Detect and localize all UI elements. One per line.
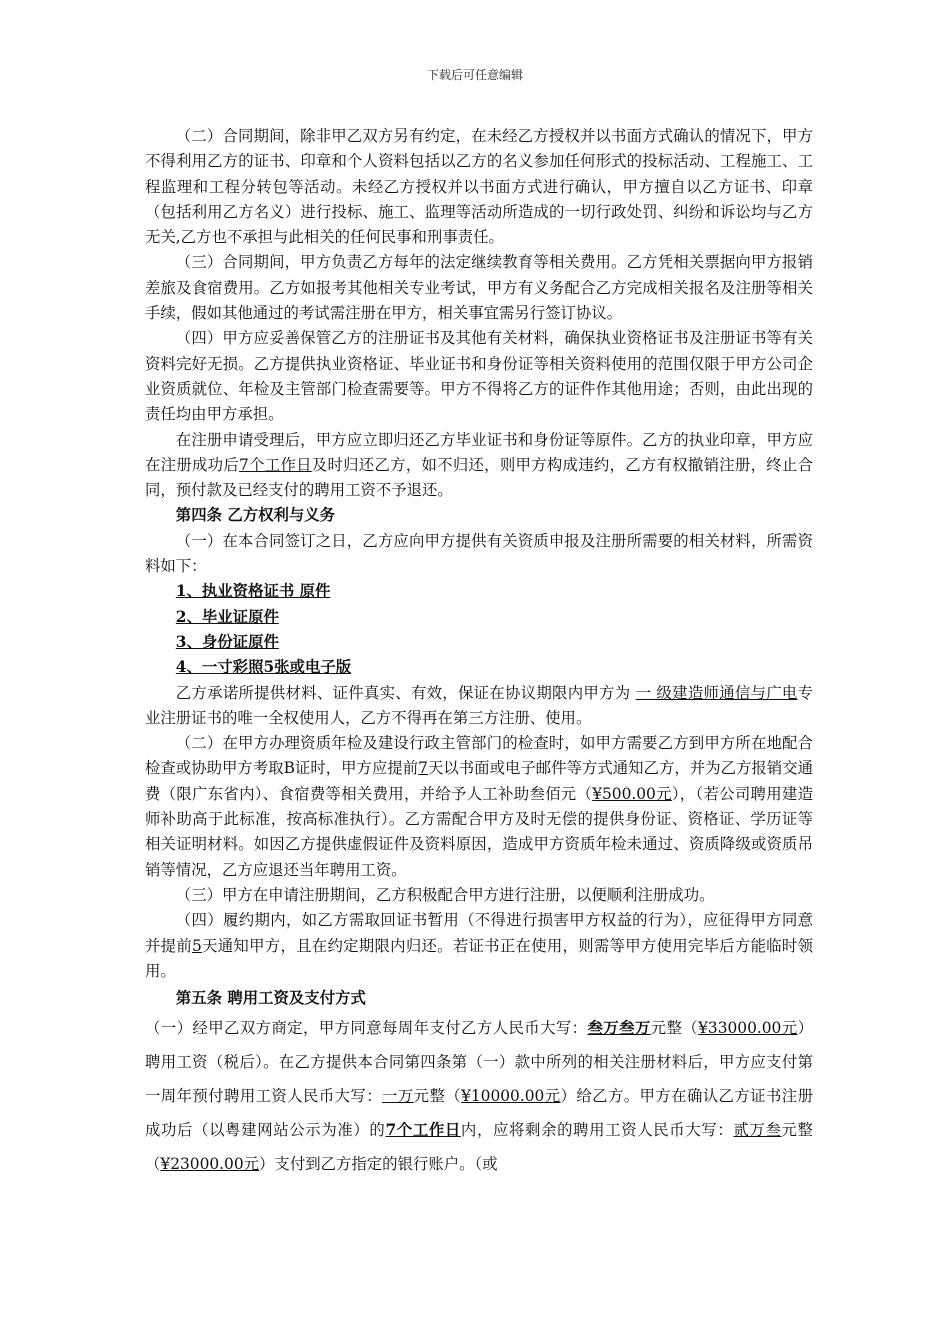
list-item: 3、身份证原件 xyxy=(175,632,279,651)
advance-salary-amount: ¥10000.00元 xyxy=(461,1087,561,1106)
remaining-salary-words: 贰万叁 xyxy=(733,1121,782,1140)
section-5-heading: 第五条 聘用工资及支付方式 xyxy=(175,989,366,1008)
return-deadline: 7个工作日 xyxy=(239,455,312,474)
clause-3-4: （四）甲方应妥善保管乙方的注册证书及其他有关材料，确保执业资格证书及注册证书等有关资料完好无损。乙方提供执业资格证、毕业证书和身份证等相关资料使用的范围仅限于甲方公司企业资质就位、年检及主管部门检查需要等。甲方不得将乙方的证件作其他用途；否则，由此出现的责任均由甲方承担。 xyxy=(145,329,813,424)
annual-salary-words: 叁万叁万 xyxy=(587,1019,651,1038)
list-item: 2、毕业证原件 xyxy=(175,607,279,626)
clause-4-2: （二）在甲方办理资质年检及建设行政主管部门的检查时，如甲方需要乙方到甲方所在地配合检查或协助甲方考取B证时，甲方应提前7天以书面或电子邮件等方式通知乙方，并为乙方报销交通费（限广东省内）、食宿费等相关费用，并给予人工补助叁佰元（¥500.00元），（若公司聘用建造师补助高于此标准，按高标准执行）。乙方需配合甲方及时无偿的提供身份证、资格证、学历证等相关证明材料。如因乙方提供虚假证件及资料原因，造成甲方资质年检未通过、资质降级或资质吊销等情况，乙方应退还当年聘用工资。 xyxy=(145,734,813,879)
clause-3-2: （二）合同期间，除非甲乙双方另有约定，在未经乙方授权并以书面方式确认的情况下，甲方不得利用乙方的证书、印章和个人资料包括以乙方的名义参加任何形式的投标活动、工程施工、工程监理和工程分转包等活动。未经乙方授权并以书面方式进行确认，甲方擅自以乙方证书、印章（包括利用乙方名义）进行投标、施工、监理等活动所造成的一切行政处罚、纠纷和诉讼均与乙方无关,乙方也不承担与此相关的任何民事和刑事责任。 xyxy=(145,127,813,247)
list-item: 1、执业资格证书 原件 xyxy=(175,582,331,601)
clause-4-3: （三）甲方在申请注册期间，乙方积极配合甲方进行注册，以便顺利注册成功。 xyxy=(175,885,715,904)
document-body xyxy=(145,124,813,1181)
section-4-heading: 第四条 乙方权利与义务 xyxy=(175,506,336,525)
list-item: 4、一寸彩照5张或电子版 xyxy=(175,658,352,677)
notice-days: 7 xyxy=(418,759,428,778)
advance-notice-days: 5 xyxy=(192,936,202,955)
allowance-amount: ¥500.00元 xyxy=(592,784,672,803)
return-documents-paragraph: 在注册申请受理后，甲方应立即归还乙方毕业证书和身份证等原件。乙方的执业印章，甲方应在注册成功后7个工作日及时归还乙方，如不归还，则甲方构成违约，乙方有权撤销注册，终止合同，预付款及已经支付的聘用工资不予退还。 xyxy=(145,430,813,500)
advance-salary-words: 一万 xyxy=(382,1087,414,1106)
authenticity-paragraph: 乙方承诺所提供材料、证件真实、有效，保证在协议期限内甲方为 一 级建造师通信与广电专业注册证书的唯一全权使用人，乙方不得再在第三方注册、使用。 xyxy=(145,683,813,727)
clause-3-3: （三）合同期间，甲方负责乙方每年的法定继续教育等相关费用。乙方凭相关票据向甲方报销差旅及食宿费用。乙方如报考其他相关专业考试，甲方有义务配合乙方完成相关报名及注册等相关手续，假如其他通过的考试需注册在甲方，相关事宜需另行签订协议。 xyxy=(145,253,813,323)
clause-4-1: （一）在本合同签订之日，乙方应向甲方提供有关资质申报及注册所需要的相关材料，所需资料如下： xyxy=(145,531,813,576)
annual-salary-amount: ¥33000.00元 xyxy=(698,1019,798,1038)
remaining-salary-amount: ¥23000.00元 xyxy=(160,1155,260,1174)
certificate-type: 一 级建造师通信与广电 xyxy=(635,683,798,702)
section-5 xyxy=(145,986,813,1181)
page-header: 下载后可任意编辑 xyxy=(426,68,523,82)
payment-deadline: 7个工作日 xyxy=(385,1121,461,1140)
clause-5-1: （一）经甲乙双方商定，甲方同意每周年支付乙方人民币大写：叁万叁万元整（¥33000.00元）聘用工资（税后）。在乙方提供本合同第四条第（一）款中所列的相关注册材料后，甲方应支付第一周年预付聘用工资人民币大写：一万元整（¥10000.00元）给乙方。甲方在确认乙方证书注册成功后（以粤建网站公示为准）的7个工作日内，应将剩余的聘用工资人民币大写：贰万叁元整（¥23000.00元）支付到乙方指定的银行账户。（或 xyxy=(145,1019,813,1174)
clause-4-4: （四）履约期内，如乙方需取回证书暂用（不得进行损害甲方权益的行为），应征得甲方同意并提前5天通知甲方，且在约定期限内归还。若证书正在使用，则需等甲方使用完毕后方能临时领用。 xyxy=(145,911,813,980)
